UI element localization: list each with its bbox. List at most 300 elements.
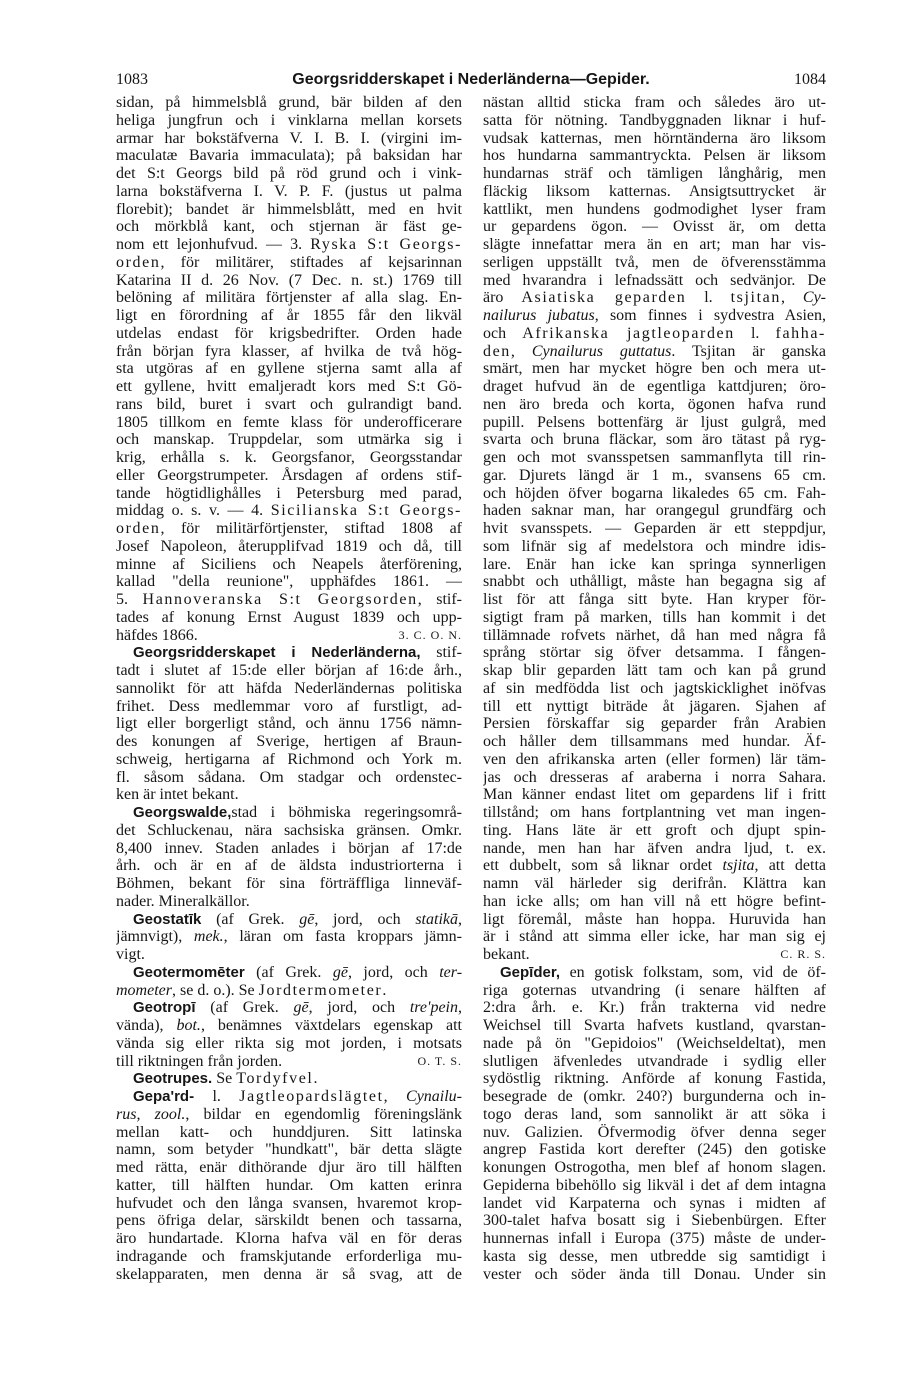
text-line [483, 272, 826, 290]
entry-heading: Gepīder, [500, 963, 561, 981]
spaced-term: Afrikanska jagtleoparden [522, 324, 735, 342]
italic-term: rus, zool. [116, 1105, 186, 1123]
text-segment: skap blir geparden lätt tam och kan på grund [483, 662, 826, 679]
text-line [116, 520, 462, 538]
text-segment: nästan alltid sticka fram och således äro ut- [483, 94, 826, 111]
text-segment: kallad "della reunione", upphäfdes 1861. — [116, 573, 462, 591]
text-segment: draget hufvud än de egentliga kattdjuren; öro- [483, 378, 826, 395]
text-line [483, 414, 826, 432]
spaced-term: den [483, 342, 511, 360]
paragraph [116, 94, 462, 644]
text-line [483, 786, 826, 804]
text-line [483, 627, 826, 645]
spaced-term: Ryska S:t Georgs- [310, 236, 462, 253]
text-segment: katter, till hälften hundar. Om katten erinra [116, 1176, 462, 1194]
text-segment: och höjden öfver bogarna likaledes 65 cm. Fah- [483, 484, 826, 502]
text-line [483, 396, 826, 414]
text-segment: haden saknar man, har orangegul grundfärg och [483, 502, 826, 520]
text-line [116, 254, 462, 272]
text-segment: Katarina II d. 26 Nov. (7 Dec. n. st.) 1769 till [116, 271, 462, 289]
text-line [483, 1159, 826, 1177]
italic-term: Cynailu- [406, 1088, 462, 1105]
text-line [116, 467, 462, 485]
text-line [116, 1230, 462, 1248]
text-segment: skelapparaten, men denna är så svag, att de [116, 1265, 462, 1283]
text-segment: tades af konung Ernst August 1839 och upp- [116, 608, 462, 626]
text-segment: togo deras land, som sannolikt är att söka i [483, 1105, 826, 1123]
text-segment: vudsak katternas, men hörntänderna äro liksom [483, 129, 826, 147]
text-line [483, 431, 826, 449]
italic-term: mek. [193, 928, 224, 946]
text-segment: sta utgöras af en gyllene stjerna samt alla af [116, 360, 462, 378]
text-line [483, 147, 826, 165]
text-segment: vester och söder ända till Donau. Under sin [483, 1265, 826, 1283]
text-line [116, 644, 462, 662]
paragraph [116, 804, 462, 911]
text-segment: mellan katt- och hunddjuren. Sitt latinska [116, 1123, 462, 1141]
text-segment: pens öfriga delar, särskildt benen och tassarna, [116, 1212, 462, 1230]
right-text-column [483, 94, 826, 1283]
text-line [116, 1159, 462, 1177]
text-segment: hundarnas sträf och tämligen långhårig, men [483, 165, 826, 182]
text-segment: l. [686, 289, 731, 307]
text-line [483, 467, 826, 485]
text-line [116, 502, 462, 520]
text-segment: språng störtar sig öfver detsamma. I fången- [483, 644, 826, 662]
text-segment: 5. [116, 591, 143, 608]
text-segment: äro [483, 289, 522, 307]
text-segment: stad i böhmiska regeringsområ- [231, 804, 462, 821]
italic-term: statikā [415, 910, 458, 928]
text-line [483, 946, 826, 964]
text-segment: , för militärförtjenster, stiftad 1808 af [160, 520, 462, 537]
text-line [483, 1124, 826, 1142]
italic-term: mometer [116, 981, 172, 999]
text-line [116, 840, 462, 858]
text-line [483, 325, 826, 343]
text-segment: l. [734, 324, 776, 342]
text-segment: tillstånd; om hans fortplantning vet man ingen- [483, 804, 826, 821]
paragraph [116, 964, 462, 1000]
text-line [483, 1230, 826, 1248]
text-segment: tillämnade rofvets närhet, då han med några få [483, 626, 826, 644]
text-segment: tande högtidlighålles i Petersburg med parad, [116, 484, 462, 502]
text-segment: heliga jungfrun och i vinklarna mellan korsets [116, 111, 462, 129]
text-line [116, 804, 462, 822]
text-line [483, 982, 826, 1000]
page-number-right: 1084 [794, 71, 826, 88]
text-segment: ven den afrikanska arten (eller formen) lär täm- [483, 750, 826, 768]
entry-heading: Gepa'rd- [133, 1088, 195, 1105]
text-line [483, 999, 826, 1017]
text-segment: landet vid Karpaterna och synas i midten af [483, 1194, 826, 1212]
text-segment: larna bokstäfverna I. V. P. F. (justus ut palma [116, 182, 462, 200]
text-line [116, 1053, 462, 1071]
text-segment: , stif- [417, 591, 462, 608]
text-segment: ken är intet bekant. [116, 786, 239, 804]
entry-heading: Geotropī [133, 999, 196, 1017]
spaced-term: fahha- [775, 324, 826, 342]
text-line [483, 840, 826, 858]
text-segment: . [382, 981, 387, 999]
text-line [483, 1017, 826, 1035]
text-line [116, 1266, 462, 1284]
text-segment: till ett nyttigt biträde åt jägaren. Sjahen af [483, 697, 826, 715]
spaced-term: Jordtermometer [258, 981, 383, 999]
text-line [483, 112, 826, 130]
text-segment: Persien förskaffar sig geparder från Arabien [483, 715, 826, 733]
text-line [116, 680, 462, 698]
text-segment: namn, som betyder "hundkatt", bär detta slägte [116, 1141, 462, 1159]
text-segment: ting. Hans läte är ett groft och djupt spin- [483, 821, 826, 839]
text-line [483, 715, 826, 733]
text-segment: slutligen äfvenledes utvandrade i sydlig eller [483, 1052, 826, 1070]
text-segment: , [458, 910, 462, 928]
text-segment: , jord, och [314, 910, 416, 928]
text-line [483, 502, 826, 520]
text-segment: , [780, 289, 803, 307]
text-segment: och [483, 324, 523, 342]
text-line [483, 201, 826, 219]
text-line [116, 591, 462, 609]
text-line [483, 360, 826, 378]
text-segment: riga goternas utvandring (i senare hälften af [483, 981, 826, 999]
text-segment: bekant. [483, 946, 530, 963]
author-signature: O. T. S. [417, 1053, 462, 1068]
text-line [483, 698, 826, 716]
spaced-term: tsjitan [730, 289, 781, 307]
text-line [483, 1053, 826, 1071]
text-line [116, 822, 462, 840]
text-segment: som lifnär sig af medelstora och mindre idis- [483, 537, 826, 555]
entry-heading: Geotermomēter [133, 963, 245, 981]
text-line [116, 573, 462, 591]
text-segment: svarta och bruna fläckar, som äro tätast på ryg- [483, 431, 826, 449]
text-line [116, 1195, 462, 1213]
text-line [483, 733, 826, 751]
text-segment: af sin medfödda list och jagtskicklighet inöfvas [483, 679, 826, 697]
text-segment: hunnernas infall i Europa (375) måste de under- [483, 1230, 826, 1247]
text-segment: hvit svansspets. — Geparden är ett steppdjur, [483, 520, 826, 537]
text-segment: Gepiderna bibehöllo sig likväl i det af dem intagna [483, 1176, 826, 1194]
text-line [116, 1212, 462, 1230]
text-segment: jämnvigt), [116, 928, 194, 946]
text-line [116, 857, 462, 875]
text-line [116, 999, 462, 1017]
text-segment: minne af Siciliens och Neapels återförening, [116, 555, 462, 573]
text-segment: ligt eller borgerligt stånd, och ännu 1756 nämn- [116, 715, 462, 733]
text-line [483, 1177, 826, 1195]
text-segment: vigt. [116, 946, 145, 963]
text-line [483, 857, 826, 875]
text-line [116, 928, 462, 946]
text-segment: middag o. s. v. — 4. [116, 502, 271, 520]
text-segment: 2:dra årh. e. Kr.) från trakterna vid nedre [483, 999, 826, 1017]
text-segment: det Schluckenau, nära sachsiska gränsen. Omkr. [116, 821, 462, 839]
text-segment: nader. Mineralkällor. [116, 892, 250, 910]
text-line [116, 751, 462, 769]
text-line [116, 698, 462, 716]
text-segment: namn väl härleder sig derifrån. Klättra kan [483, 875, 826, 892]
text-line [116, 769, 462, 787]
text-segment: vända sig eller rikta sig mot jorden, i motsats [116, 1034, 462, 1052]
author-signature: C. R. S. [780, 947, 826, 961]
text-line [483, 609, 826, 627]
text-line [116, 378, 462, 396]
text-segment: . Tsjitan är ganska [671, 342, 826, 360]
text-segment: florebit); bandet är himmelsblått, med en hvit [116, 200, 462, 218]
text-line [116, 893, 462, 911]
text-segment: Man känner endast litet om gepardens lif i fritt [483, 786, 826, 804]
text-line [483, 378, 826, 396]
text-segment: ligt en förordning af år 1855 får den likväl [116, 307, 462, 324]
text-segment: sydöstlig riktning. Anförde af konung Fastida, [483, 1070, 826, 1088]
text-segment: satta för nötning. Tandbyggnaden liknar i huf- [483, 111, 826, 129]
text-segment: . [313, 1070, 318, 1088]
text-line [483, 662, 826, 680]
text-line [116, 449, 462, 467]
text-line [116, 396, 462, 414]
text-segment: , jord, och [347, 963, 440, 981]
text-line [483, 573, 826, 591]
text-segment: är i stånd att simma eller icke, har man sig ej [483, 928, 826, 946]
text-line [483, 183, 826, 201]
text-line [483, 1088, 826, 1106]
text-segment: smärt, men har mycket högre ben och mera ut- [483, 360, 826, 378]
text-line [483, 538, 826, 556]
text-line [483, 1070, 826, 1088]
text-line [483, 1195, 826, 1213]
text-segment: nande, men han har äfven andra ljud, t. ex. [483, 839, 826, 857]
text-segment: årh. och är en af de äldsta industriorterna i [116, 857, 462, 875]
text-segment: det S:t Georgs bild på röd grund och i vink- [116, 165, 462, 182]
text-line [483, 1266, 826, 1284]
text-segment: , jord, och [308, 999, 410, 1017]
text-segment: Se [212, 1070, 237, 1088]
paragraph [483, 964, 826, 1284]
text-line [483, 165, 826, 183]
text-segment: 1805 tillkom en femte klass för underofficerare [116, 413, 462, 431]
text-line [483, 218, 826, 236]
text-line [483, 911, 826, 929]
text-line [116, 1106, 462, 1124]
text-segment: angrep Fastida kort derefter (245) den gotiske [483, 1141, 826, 1159]
text-line [483, 804, 826, 822]
text-segment: och mörkblå kant, och stjernan är fäst ge- [116, 218, 462, 236]
text-segment: (af Grek. [244, 963, 333, 981]
text-line [483, 1248, 826, 1266]
left-text-column [116, 94, 462, 1283]
text-segment: , [510, 342, 532, 360]
text-segment: 300-talet hafva bosatt sig i Siebenbürgen. Efter [483, 1212, 826, 1230]
text-line [483, 236, 826, 254]
paragraph [116, 644, 462, 804]
text-line [116, 1070, 462, 1088]
text-segment: ligt föremål, måste han hoppa. Huruvida han [483, 910, 826, 928]
text-line [116, 147, 462, 165]
spaced-term: orden [116, 520, 161, 537]
italic-term: Cynailurus guttatus [531, 342, 672, 360]
italic-term: gē [293, 999, 309, 1017]
text-segment: ur gepardens ögon. — Ovisst är, om detta [483, 218, 826, 236]
spaced-term: Sicilianska S:t Georgs- [270, 502, 462, 520]
text-line [483, 307, 826, 325]
running-title: Georgsridderskapet i Nederländerna—Gepider. [292, 71, 650, 88]
text-segment: , bildar en egendomlig föreningslänk [185, 1105, 462, 1123]
text-segment: (af Grek. [195, 999, 294, 1017]
text-segment: hos hundarna sammantryckta. Pelsen är liksom [483, 147, 826, 165]
text-segment: med rätta, enär dithörande djur äro till hälften [116, 1159, 462, 1176]
text-segment: serligen uppställt två, men de öfverensstämma [483, 253, 826, 271]
text-line [483, 289, 826, 307]
italic-term: gē [299, 910, 315, 928]
text-line [116, 733, 462, 751]
text-line [116, 1088, 462, 1106]
text-line [116, 485, 462, 503]
text-segment: sidan, på himmelsblå grund, bär bilden af den [116, 94, 462, 111]
text-line [483, 485, 826, 503]
page-number-left: 1083 [116, 71, 148, 88]
text-segment: krig, erhålla s. k. Georgsfanor, Georgsstandar [116, 449, 462, 466]
text-line [116, 307, 462, 325]
spaced-term: orden [116, 253, 161, 271]
text-line [116, 538, 462, 556]
text-segment: sannolikt för att häfda Nederländernas politiska [116, 679, 462, 697]
text-line [116, 165, 462, 183]
text-segment: sigtigt fram på marken, tills han kommit i det [483, 608, 826, 626]
text-segment: list för att fånga sitt byte. Han kryper för- [483, 591, 826, 608]
text-segment: schweig, hertigarna af Richmond och York m. [116, 750, 462, 768]
text-line [116, 946, 462, 964]
text-segment: (af Grek. [201, 910, 300, 928]
text-line [483, 591, 826, 609]
text-line [116, 911, 462, 929]
text-line [116, 1017, 462, 1035]
text-line [116, 1141, 462, 1159]
text-segment: han icke alls; om han vill nå ett högre befint- [483, 892, 826, 910]
text-line [116, 431, 462, 449]
text-segment: indragande och framskjutande erforderliga mu- [116, 1247, 462, 1265]
text-segment: l. [194, 1088, 240, 1105]
text-line [116, 964, 462, 982]
text-line [483, 769, 826, 787]
text-line [116, 1248, 462, 1266]
text-segment: en gotisk folkstam, som, vid de öf- [560, 963, 826, 981]
text-segment: slägte innefattar mera än en art; man har vis- [483, 236, 826, 253]
spaced-term: Tordyfvel [236, 1070, 314, 1088]
entry-heading: Geotrupes. [133, 1070, 213, 1088]
text-segment: fl. såsom sådana. Om stadgar och ordenstec- [116, 768, 462, 786]
text-segment: Weichsel till Svarta hafvets kustland, qvarstan- [483, 1017, 826, 1034]
text-line [483, 1141, 826, 1159]
text-line [116, 1124, 462, 1142]
text-segment: Josef Napoleon, återupplifvad 1819 och då, till [116, 537, 462, 555]
text-line [116, 982, 462, 1000]
text-line [116, 556, 462, 574]
italic-term: ter- [439, 963, 462, 981]
text-line [116, 360, 462, 378]
text-line [116, 218, 462, 236]
text-segment: jas och dresseras af araberna i norra Sahara. [483, 768, 826, 786]
text-segment: , för militärer, stiftades af kejsarinnan [160, 253, 462, 271]
paragraph [116, 1070, 462, 1088]
text-line [116, 1177, 462, 1195]
text-line [116, 325, 462, 343]
entry-heading: Geostatīk [133, 910, 202, 928]
text-line [116, 414, 462, 432]
text-segment: , läran om fasta kroppars jämn- [223, 928, 462, 946]
text-segment: nuv. Galizien. Öfvermodig öfver denna seger [483, 1123, 826, 1141]
text-segment: , benämnes växtdelars egenskap att [200, 1017, 462, 1034]
italic-term: bot. [176, 1017, 201, 1034]
text-segment: stif- [420, 644, 462, 662]
text-segment: och håller dem tillsammans med hundar. Äf- [483, 733, 826, 750]
text-line [483, 875, 826, 893]
text-line [483, 893, 826, 911]
text-line [483, 964, 826, 982]
italic-term: tre'pein [409, 999, 458, 1017]
text-segment: konungen Ostrogotha, men blef af honom slagen. [483, 1159, 826, 1176]
text-segment: kasta sig desse, men utbredde sig samtidigt i [483, 1247, 826, 1265]
text-line [116, 875, 462, 893]
text-line [116, 289, 462, 307]
paragraph [483, 94, 826, 964]
text-line [483, 130, 826, 148]
text-segment: armar har bokstäfverna V. I. B. I. (virgini im- [116, 129, 462, 147]
text-segment: , att detta [754, 857, 826, 875]
paragraph [116, 911, 462, 964]
text-line [483, 751, 826, 769]
text-line [116, 609, 462, 627]
text-line [116, 130, 462, 148]
text-segment: nen äro breda och korta, ögonen hafva rund [483, 395, 826, 413]
italic-term: gē [332, 963, 348, 981]
text-line [483, 1212, 826, 1230]
spaced-term: Hannoveranska S:t Georgsorden [142, 591, 418, 608]
entry-heading: Georgswalde, [133, 804, 232, 821]
text-segment: till riktningen från jorden. [116, 1052, 283, 1070]
text-segment: ett gyllene, hvitt emaljeradt kors med S:t Gö- [116, 378, 462, 395]
text-line [116, 627, 462, 645]
text-segment: från början fyra klasser, af hvilka de två hög- [116, 342, 462, 360]
text-segment: , se d. o.). Se [171, 981, 259, 999]
text-line [116, 112, 462, 130]
text-segment: gen och mot svansspetsen sammanflyta till rin- [483, 449, 826, 466]
text-segment: des konungen af Sverige, hertigen af Braun- [116, 733, 462, 750]
italic-term: Cy- [802, 289, 826, 307]
text-segment: maculatæ Bavaria immaculata); på baksidan har [116, 147, 462, 165]
entry-heading: Georgsridderskapet i Nederländerna, [133, 644, 421, 662]
text-segment: ett dubbelt, som så liknar ordet [483, 857, 723, 875]
text-line [483, 928, 826, 946]
text-line [483, 1106, 826, 1124]
author-signature: 3. C. O. N. [398, 627, 462, 642]
text-segment: belöning af militära förtjenster af alla slag. En- [116, 289, 462, 307]
text-segment: snabbt och uthålligt, måste han begagna sig af [483, 573, 826, 591]
text-line [116, 786, 462, 804]
text-segment: tadt i slutet af 15:de eller början af 16:de årh., [116, 662, 462, 679]
text-segment: och manskap. Truppdelar, som utmärka sig i [116, 431, 462, 449]
text-segment: 8,400 innev. Staden anlades i början af 17:de [116, 839, 462, 857]
text-segment: eller Georgstrumpeter. Årsdagen af ordens stif- [116, 466, 462, 484]
text-segment: Böhmen, bekant för sina förträffliga linneväf- [116, 875, 462, 892]
paragraph [116, 999, 462, 1070]
text-line [483, 254, 826, 272]
text-line [116, 662, 462, 680]
text-segment: kattlikt, men hundens godmodighet lyser fram [483, 200, 826, 218]
spaced-term: Jagtleopardslägtet [239, 1088, 384, 1105]
text-segment: häfdes 1866. [116, 626, 198, 644]
